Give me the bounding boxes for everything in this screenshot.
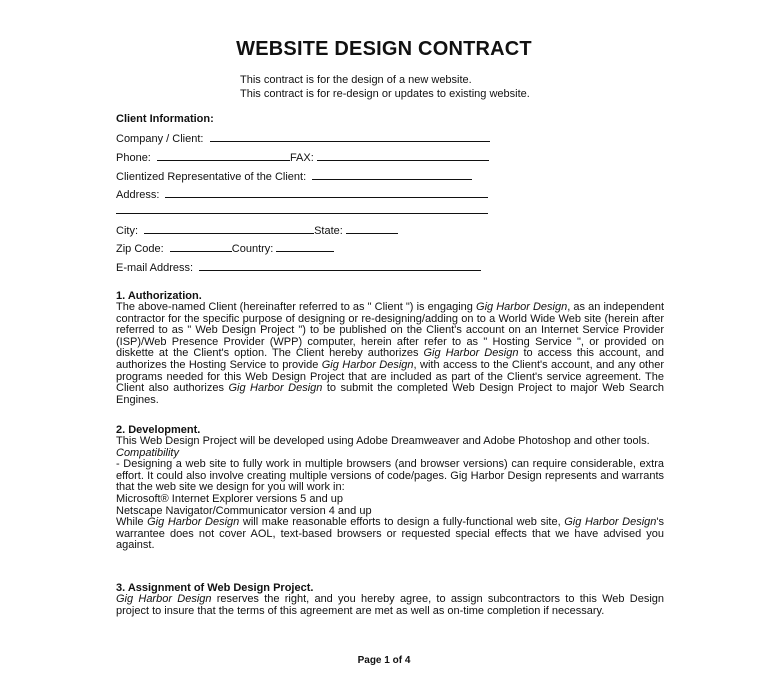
zip-blank[interactable] (170, 241, 232, 252)
city-state-field[interactable] (116, 223, 398, 237)
address-label: Address: (116, 189, 160, 201)
country-blank[interactable] (276, 241, 334, 252)
company-name: Gig Harbor Design (476, 301, 568, 313)
option-redesign-website: This contract is for re-design or updates to existing website. (240, 88, 530, 100)
development-heading: 2. Development. (116, 424, 201, 436)
zip-country-field[interactable] (116, 241, 334, 255)
company-name: Gig Harbor Design (321, 358, 414, 371)
fax-label: FAX: (289, 152, 314, 164)
email-label: E-mail Address: (116, 262, 194, 274)
city-label: City: (116, 225, 138, 237)
company-name: Gig Harbor Design (116, 593, 212, 605)
address-second-line[interactable] (116, 212, 488, 214)
client-info-heading: Client Information: (116, 113, 214, 125)
compatibility-subheading: Compatibility (116, 446, 179, 459)
phone-fax-field[interactable] (116, 150, 489, 164)
representative-label: Clientized Representative of the Client: (116, 171, 307, 183)
assignment-heading: 3. Assignment of Web Design Project. (116, 582, 314, 594)
company-field[interactable] (116, 131, 490, 145)
assignment-paragraph: Gig Harbor Design reserves the right, and you hereby agree, to assign subcontractors to this Web Design project to insure that the terms of this agreement are met as well as on-time completion if necessary. (116, 593, 664, 617)
option-new-website: This contract is for the design of a new website. (240, 74, 472, 86)
address-field[interactable] (116, 187, 488, 201)
company-name: Gig Harbor Design (147, 516, 240, 529)
company-name: Gig Harbor Design (423, 347, 519, 360)
email-blank[interactable] (199, 260, 481, 271)
email-field[interactable] (116, 260, 481, 274)
page-number: Page 1 of 4 (357, 655, 411, 666)
address-blank[interactable] (165, 187, 488, 198)
compatibility-text: - Designing a web site to fully work in multiple browsers (and browser versions) can require considerable, extra effort. It could also involve creating multiple versions of code/pages. Gig Harbor Design represents and warrants that the web site we design for you will work in: (116, 458, 664, 494)
authorization-heading: 1. Authorization. (116, 290, 202, 302)
city-blank[interactable] (144, 223, 314, 234)
document-title: WEBSITE DESIGN CONTRACT (236, 38, 532, 60)
representative-blank[interactable] (312, 169, 472, 180)
browser-netscape: Netscape Navigator/Communicator version 4 and up (116, 504, 372, 517)
development-paragraph: This Web Design Project will be developed using Adobe Dreamweaver and Adobe Photoshop and other tools. Compatibility - Designing a web site to fully work in multiple browsers (and browser versions) can require considerable, extra effort. It could also involve creating multiple versions of code/pages. Gig Harbor Design represents and warrants that the web site we design for you will work in: Microsoft® Internet Explorer versions 5 and up Netscape Navigator/Communicator version 4 and up While Gig Harbor Design will make reasonable efforts to design a fully-functional web site, Gig Harbor Design's warrantee does not cover AOL, text-based browsers or requested special effects that we have advised you against. (116, 435, 665, 552)
company-name: Gig Harbor Design (228, 382, 323, 395)
zip-label: Zip Code: (116, 243, 164, 255)
company-blank[interactable] (210, 131, 490, 142)
company-label: Company / Client: (116, 133, 204, 145)
phone-blank[interactable] (157, 150, 290, 161)
authorization-paragraph: The above-named Client (hereinafter referred to as " Client ") is engaging Gig Harbor Design, as an independent contractor for the specific purpose of designing or re-designing/adding on to a World Wide Web site (herein after referred to as " Web Design Project ") to be published on the Client's account on an Internet Service Provider (ISP)/Web Presence Provider (WPP) computer, herein after refer to as " Hosting Service ", or provided on diskette at the Client's option. The Client hereby authorizes Gig Harbor Design to access this account, and authorizes the Hosting Service to provide Gig Harbor Design, with access to the Client's account, and any other programs needed for this Web Design Project that are included as part of the Client's service agreement. The Client also authorizes Gig Harbor Design to submit the completed Web Design Project to major Web Search Engines. (116, 301, 665, 406)
state-label: State: (314, 225, 343, 237)
phone-label: Phone: (116, 152, 151, 164)
fax-blank[interactable] (317, 150, 489, 161)
development-intro: This Web Design Project will be developed using Adobe Dreamweaver and Adobe Photoshop and other tools. (116, 435, 650, 447)
representative-field[interactable] (116, 169, 472, 183)
company-name: Gig Harbor Design (564, 516, 657, 529)
country-label: Country: (231, 243, 274, 255)
browser-ie: Microsoft® Internet Explorer versions 5 and up (116, 492, 343, 505)
state-blank[interactable] (346, 223, 398, 234)
